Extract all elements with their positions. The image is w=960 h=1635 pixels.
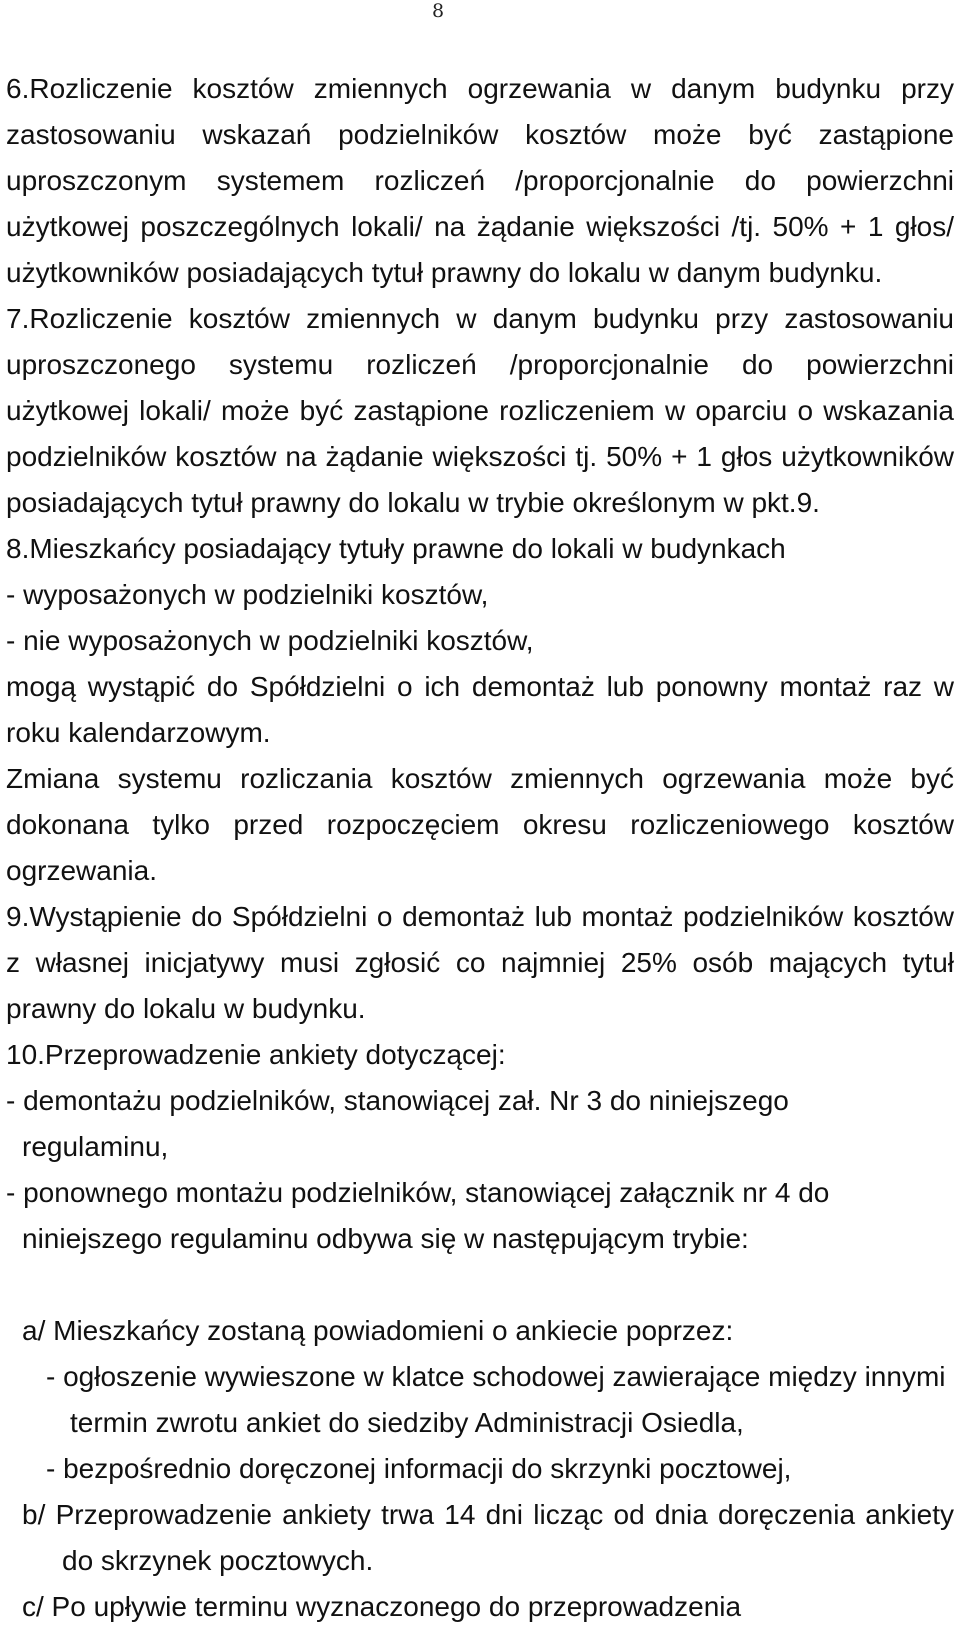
paragraph-9: 9.Wystąpienie do Spółdzielni o demontaż lub montaż podzielników kosztów z własnej inicjatywy musi zgłosić co najmniej 25% osób mających tytuł prawny do lokalu w budynku. <box>6 901 954 1024</box>
procedure-step-b: b/ Przeprowadzenie ankiety trwa 14 dni licząc od dnia doręczenia ankiety do skrzynek pocztowych. <box>22 1499 954 1576</box>
paragraph-10-list-item-continued: niniejszego regulaminu odbywa się w następującym trybie: <box>22 1223 749 1254</box>
paragraph-10-list-item: - demontażu podzielników, stanowiącej zał. Nr 3 do niniejszego <box>6 1085 789 1116</box>
paragraph-8-text: mogą wystąpić do Spółdzielni o ich demontaż lub ponowny montaż raz w roku kalendarzowym. <box>6 671 954 748</box>
document-body <box>6 66 954 1630</box>
paragraph-8-change: Zmiana systemu rozliczania kosztów zmiennych ogrzewania może być dokonana tylko przed rozpoczęciem okresu rozliczeniowego kosztów ogrzewania. <box>6 763 954 886</box>
paragraph-8-intro: 8.Mieszkańcy posiadający tytuły prawne do lokali w budynkach <box>6 533 786 564</box>
procedure-step-c: c/ Po upływie terminu wyznaczonego do przeprowadzenia <box>22 1591 742 1622</box>
procedure-step-a-subitem: - ogłoszenie wywieszone w klatce schodowej zawierające między innymi termin zwrotu ankiet do siedziby Administracji Osiedla, <box>46 1361 946 1438</box>
page-number: 8 <box>432 0 445 22</box>
paragraph-10-list-item: - ponownego montażu podzielników, stanowiącej załącznik nr 4 do <box>6 1177 830 1208</box>
blank-line <box>6 1262 954 1308</box>
procedure-step-a-subitem: - bezpośrednio doręczonej informacji do skrzynki pocztowej, <box>46 1453 792 1484</box>
paragraph-10-intro: 10.Przeprowadzenie ankiety dotyczącej: <box>6 1039 506 1070</box>
procedure-step-a: a/ Mieszkańcy zostaną powiadomieni o ankiecie poprzez: <box>22 1315 734 1346</box>
paragraph-10-list-item-continued: regulaminu, <box>22 1131 169 1162</box>
paragraph-8-list-item: - wyposażonych w podzielniki kosztów, <box>6 579 489 610</box>
paragraph-7: 7.Rozliczenie kosztów zmiennych w danym budynku przy zastosowaniu uproszczonego systemu rozliczeń /proporcjonalnie do powierzchni użytkowej lokali/ może być zastąpione rozliczeniem w oparciu o wskazania podzielników kosztów na żądanie większości tj. 50% + 1 głos użytkowników posiadających tytuł prawny do lokalu w trybie określonym w pkt.9. <box>6 303 954 518</box>
paragraph-8-list-item: - nie wyposażonych w podzielniki kosztów, <box>6 625 534 656</box>
paragraph-6: 6.Rozliczenie kosztów zmiennych ogrzewania w danym budynku przy zastosowaniu wskazań podzielników kosztów może być zastąpione uproszczonym systemem rozliczeń /proporcjonalnie do powierzchni użytkowej poszczególnych lokali/ na żądanie większości /tj. 50% + 1 głos/ użytkowników posiadających tytuł prawny do lokalu w danym budynku. <box>6 73 954 288</box>
